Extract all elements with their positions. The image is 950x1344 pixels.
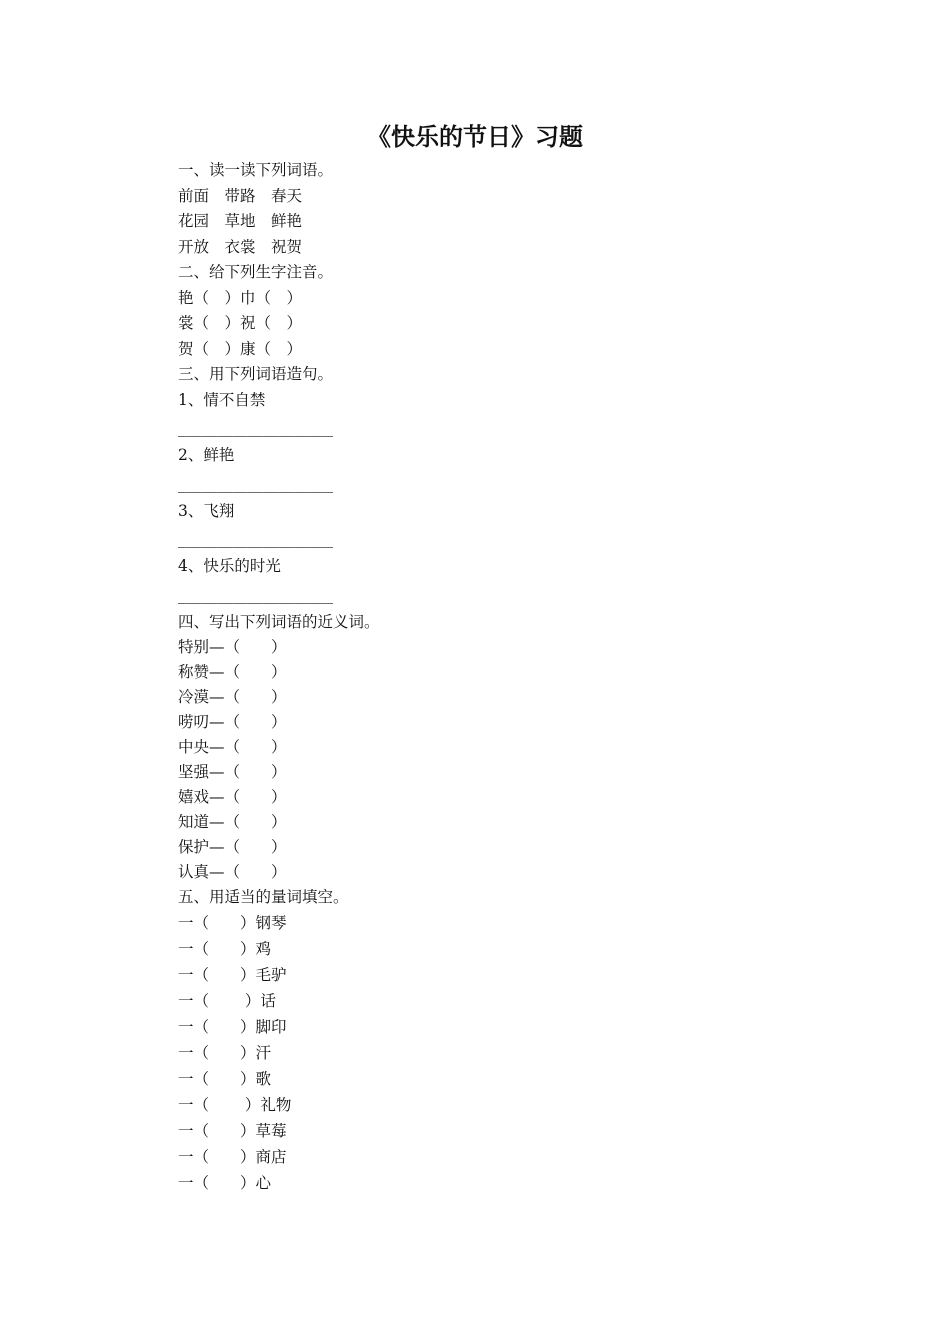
measure-word-row: 一（ ）草莓 [178,1122,287,1140]
pinyin-row: 艳（ ）巾（ ） [178,288,303,307]
synonym-row: 保护—（ ） [178,837,287,856]
answer-blank: ____________________ [178,530,333,548]
answer-blank: ____________________ [178,474,333,493]
sentence-prompt: 4、快乐的时光 [178,557,281,575]
word-row: 开放 衣裳 祝贺 [178,237,303,256]
sentence-prompt: 2、鲜艳 [178,446,235,464]
measure-word-row: 一（ ）汗 [178,1044,272,1062]
word-row: 花园 草地 鲜艳 [178,212,303,230]
measure-word-row: 一（ ）商店 [178,1148,287,1166]
section-heading: 五、用适当的量词填空。 [178,887,349,906]
synonym-row: 冷漠—（ ） [178,687,287,706]
measure-word-row: 一（ ）脚印 [178,1018,287,1036]
measure-word-row: 一（ ）钢琴 [178,914,287,932]
measure-word-row: 一（ ）礼物 [178,1096,292,1114]
sentence-prompt: 3、飞翔 [178,501,235,520]
section-4 [178,610,778,885]
sentence-prompt: 1、情不自禁 [178,390,266,409]
word-row: 前面 带路 春天 [178,186,303,205]
page-title: 《快乐的节日》习题 [367,122,583,151]
measure-word-row: 一（ ）话 [178,992,276,1010]
synonym-row: 坚强—（ ） [178,762,287,781]
measure-word-row: 一（ ）歌 [178,1070,272,1088]
synonym-row: 称赞—（ ） [178,662,287,681]
section-1 [178,158,778,260]
synonym-row: 认真—（ ） [178,862,287,881]
section-2 [178,260,778,362]
answer-blank: ____________________ [178,585,333,604]
measure-word-row: 一（ ）毛驴 [178,966,287,984]
section-heading: 二、给下列生字注音。 [178,263,334,281]
measure-word-row: 一（ ）心 [178,1174,272,1192]
section-3 [178,362,778,610]
section-heading: 四、写出下列词语的近义词。 [178,612,380,631]
synonym-row: 唠叨—（ ） [178,712,287,731]
section-heading: 一、读一读下列词语。 [178,161,334,179]
synonym-row: 特别—（ ） [178,637,287,656]
exercise-content [178,158,778,1196]
synonym-row: 知道—（ ） [178,812,287,831]
measure-word-row: 一（ ）鸡 [178,940,272,958]
section-heading: 三、用下列词语造句。 [178,365,334,383]
pinyin-row: 裳（ ）祝（ ） [178,314,303,332]
synonym-row: 嬉戏—（ ） [178,787,287,806]
synonym-row: 中央—（ ） [178,737,287,756]
section-5 [178,885,778,1197]
answer-blank: ____________________ [178,419,333,437]
pinyin-row: 贺（ ）康（ ） [178,339,303,358]
